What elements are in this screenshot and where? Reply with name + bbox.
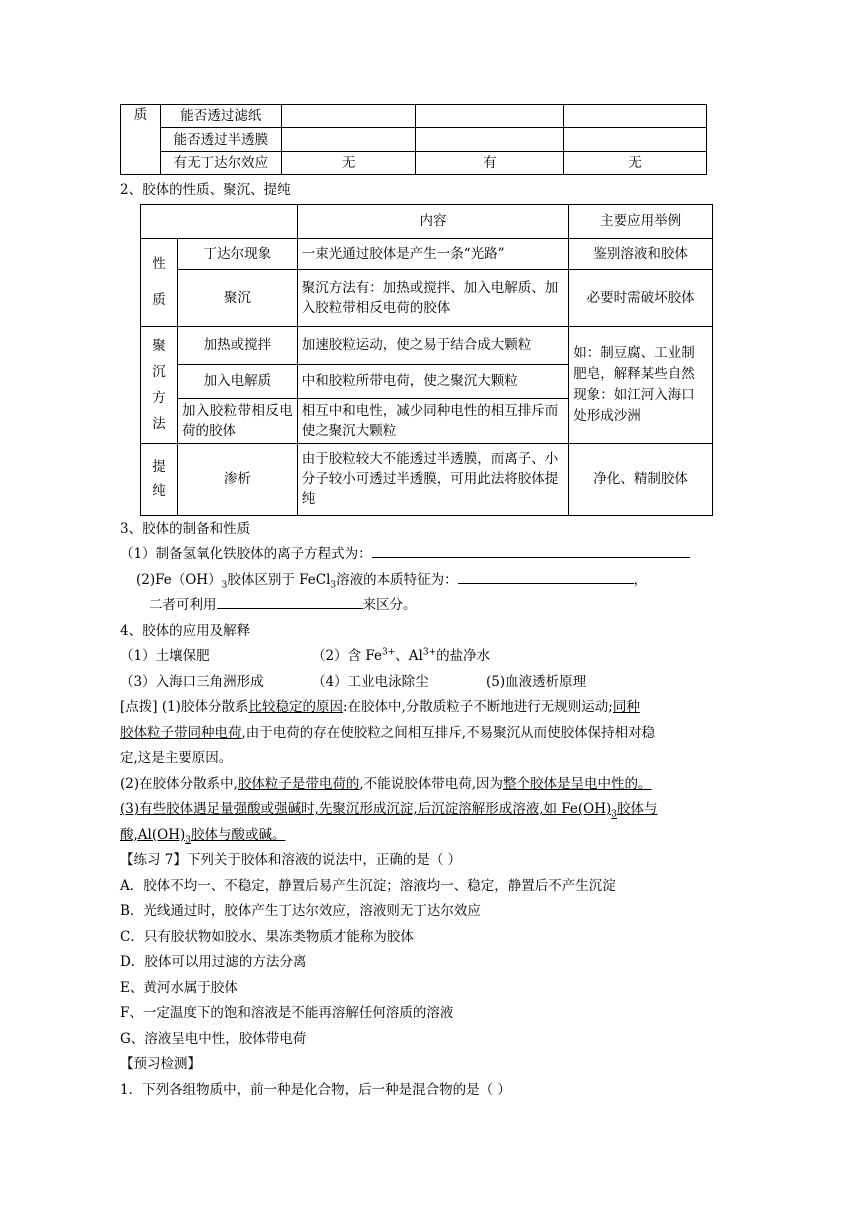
table1-cell: [564, 128, 707, 152]
table1-cell: [281, 128, 416, 152]
row-name: 渗析: [177, 443, 297, 515]
table1-cell: 无: [564, 152, 707, 175]
row-content: 由于胶粒较大不能透过半透膜，而离子、小分子较小可透过半透膜，可用此法将胶体提纯: [297, 443, 568, 515]
answer-blank[interactable]: [217, 594, 363, 609]
exercise-option: G、溶液呈电中性，胶体带电荷: [120, 1030, 307, 1047]
tip-p2: (2)在胶体分散系中,胶体粒子是带电荷的,不能说胶体带电荷,因为整个胶体是呈电中性的。: [120, 775, 652, 792]
row-content: 一束光通过胶体是产生一条“光路”: [297, 238, 568, 269]
row-name: 加热或搅拌: [177, 326, 297, 364]
document-page: [120, 104, 740, 1103]
row-content: 相互中和电性，减少同种电性的相互排斥而使之聚沉大颗粒: [297, 398, 568, 443]
table1-row-label: 有无丁达尔效应: [160, 152, 281, 175]
exercise-7-title: 【练习 7】下列关于胶体和溶液的说法中，正确的是（ ）: [120, 852, 462, 868]
row-app: 如：制豆腐、工业制肥皂，解释某些自然现象：如江河入海口处形成沙洲: [569, 326, 713, 443]
table1-cell: [281, 105, 416, 128]
group-label-properties: 性质: [141, 238, 178, 326]
table2-corner: [141, 204, 298, 238]
table1-cell: 无: [281, 152, 416, 175]
section-4-row2: （3）入海口三角洲形成 （4）工业电泳除尘 (5)血液透析原理: [120, 673, 587, 690]
exercise-option: E、黄河水属于胶体: [120, 979, 238, 996]
exercise-option: C．只有胶状物如胶水、果冻类物质才能称为胶体: [120, 928, 414, 945]
row-content: 加速胶粒运动，使之易于结合成大颗粒: [297, 326, 568, 364]
colloid-comparison-table: [120, 104, 707, 175]
table2-header-content: 内容: [297, 204, 568, 238]
preview-title: 【预习检测】: [120, 1056, 201, 1072]
exercise-option: D．胶体可以用过滤的方法分离: [120, 954, 307, 970]
row-app: 必要时需破坏胶体: [569, 269, 713, 326]
tip-p1-line2: 胶体粒子带同种电荷,由于电荷的存在使胶粒之间相互排斥,不易聚沉从而使胶体保持相对稳: [120, 724, 656, 741]
row-content: 聚沉方法有：加热或搅拌、加入电解质、加入胶粒带相反电荷的胶体: [297, 269, 568, 326]
table1-side-label: 质: [121, 105, 161, 175]
row-content: 中和胶粒所带电荷，使之聚沉大颗粒: [297, 364, 568, 398]
row-name: 加入胶粒带相反电荷的胶体: [177, 398, 297, 443]
table1-cell: [416, 128, 564, 152]
section-4-heading: 4、胶体的应用及解释: [120, 622, 251, 639]
table2-header-app: 主要应用举例: [569, 204, 713, 238]
tip-p3-line2: 酸$,Al(OH)_3$胶体与酸或碱。: [120, 826, 286, 846]
table1-cell: [416, 105, 564, 128]
exercise-option: B．光线通过时，胶体产生丁达尔效应，溶液则无丁达尔效应: [120, 903, 481, 919]
tip-p1-line1: [点拨] (1)胶体分散系比较稳定的原因:在胶体中,分散质粒子不断地进行无规则运动;同种: [120, 699, 640, 715]
table1-row-label: 能否透过半透膜: [160, 128, 281, 152]
table1-cell: 有: [416, 152, 564, 175]
row-name: 加入电解质: [177, 364, 297, 398]
tip-p3-line1: (3)有些胶体遇足量强酸或强碱时,先聚沉形成沉淀,后沉淀溶解形成溶液,如 $Fe(OH)_3$胶体与: [120, 801, 658, 820]
preview-q1: 1．下列各组物质中，前一种是化合物，后一种是混合物的是（ ）: [120, 1081, 511, 1098]
exercise-option: A．胶体不均一、不稳定，静置后易产生沉淀；溶液均一、稳定，静置后不产生沉淀: [120, 877, 616, 894]
section-3-heading: 3、胶体的制备和性质: [120, 520, 251, 537]
section-3-q1: （1）制备氢氧化铁胶体的离子方程式为：: [120, 542, 740, 568]
tip-p1-line3: 定,这是主要原因。: [120, 750, 233, 766]
colloid-properties-table: [140, 204, 713, 516]
row-app: 净化、精制胶体: [569, 443, 713, 515]
table1-cell: [564, 105, 707, 128]
row-name: 聚沉: [177, 269, 297, 326]
row-app: 鉴别溶液和胶体: [569, 238, 713, 269]
section-4-row1: （1）土壤保肥 （2）含 $Fe^{3+}$、$Al^{3+}$的盐净水: [120, 647, 491, 664]
exercise-option: F、一定温度下的饱和溶液是不能再溶解任何溶质的溶液: [120, 1005, 454, 1021]
section-3-q3: 二者可利用 来区分。: [149, 593, 740, 619]
group-label-coagulation: 聚沉方法: [141, 326, 178, 443]
row-name: 丁达尔现象: [177, 238, 297, 269]
section-2-heading: 2、胶体的性质、聚沉、提纯: [120, 182, 291, 198]
answer-blank[interactable]: [372, 543, 690, 558]
answer-blank[interactable]: [458, 569, 634, 584]
table1-row-label: 能否透过滤纸: [160, 105, 281, 128]
group-label-purification: 提纯: [141, 443, 178, 515]
section-3-q2: $(2)Fe(OH)_3$胶体区别于 FeCl$_3$溶液的本质特征为： ，: [136, 568, 740, 594]
